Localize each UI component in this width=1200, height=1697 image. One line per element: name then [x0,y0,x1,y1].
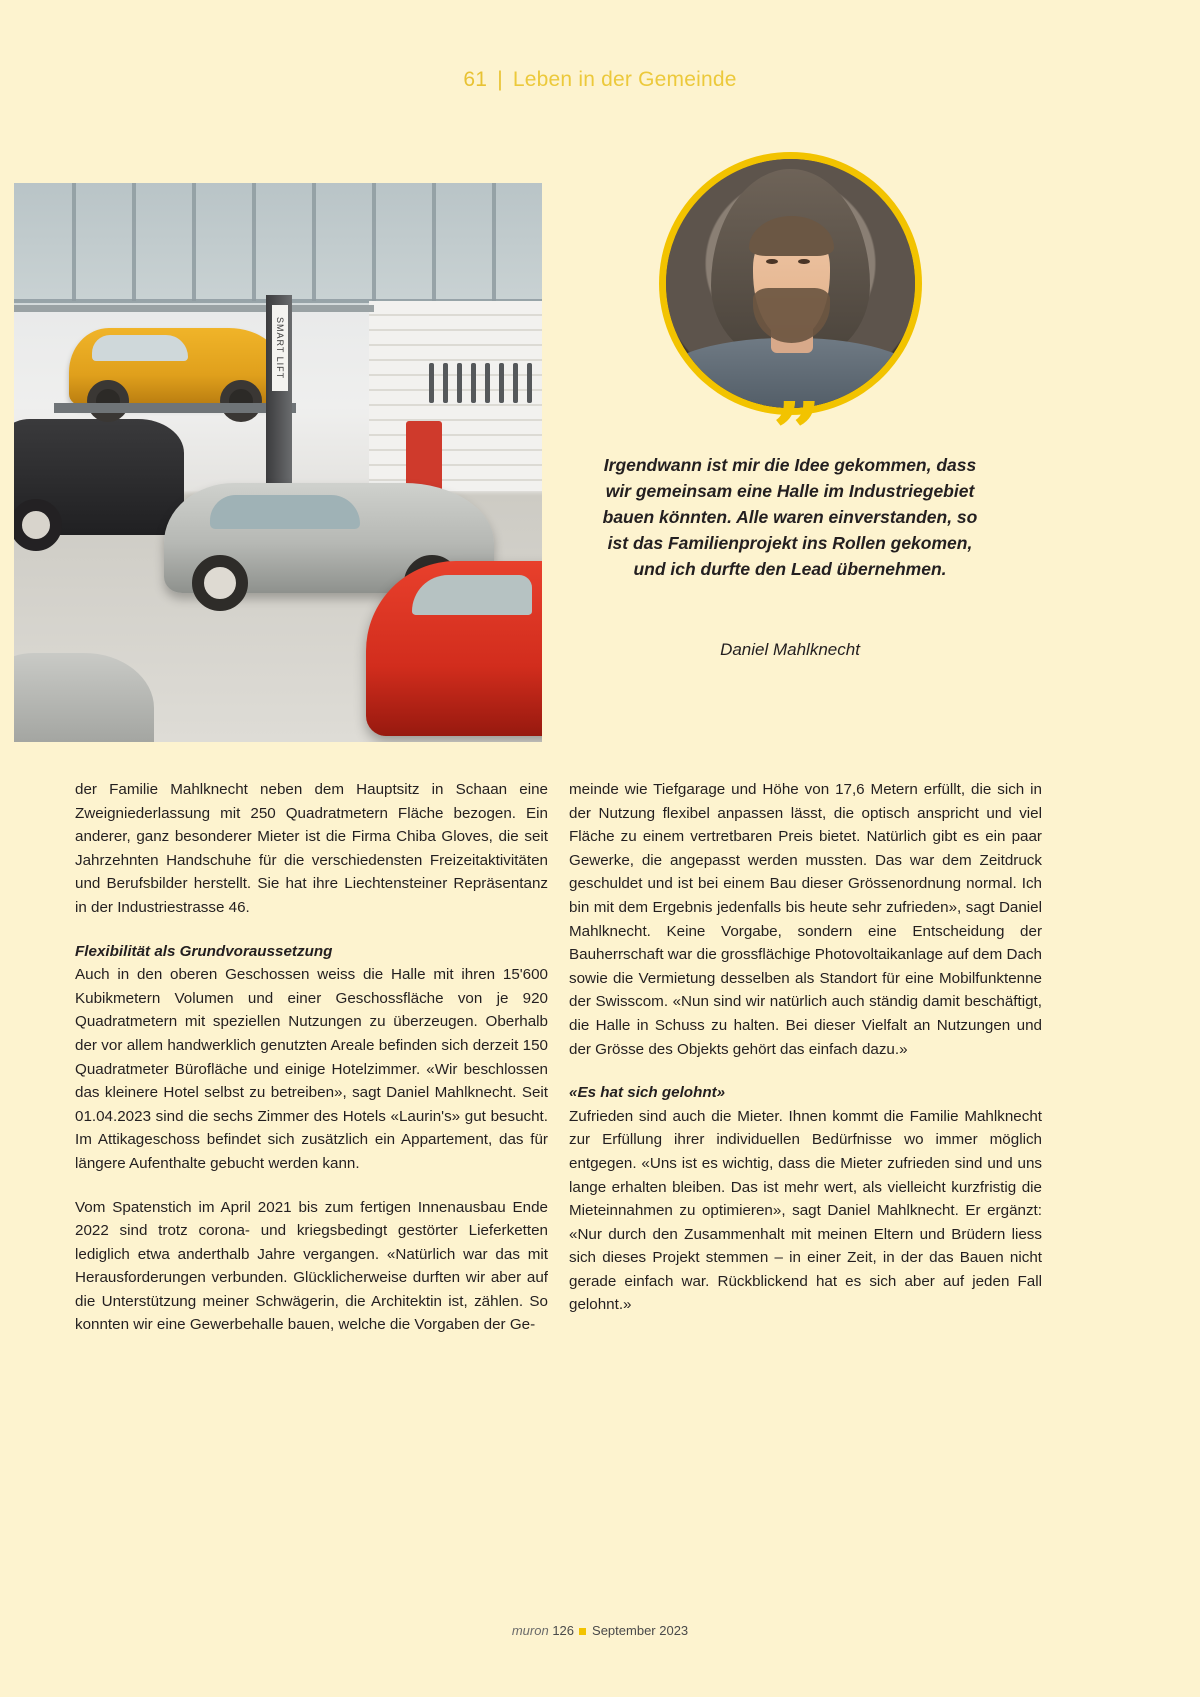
pull-quote-author: Daniel Mahlknecht [720,640,860,659]
subheading: «Es hat sich gelohnt» [569,1084,726,1102]
page-header [0,68,1200,92]
section-title: Leben in der Gemeinde [512,68,737,91]
page-footer [0,1623,1200,1638]
grey-car-front [14,653,154,742]
window-mullion [252,183,256,301]
window-mullion [492,183,496,301]
ceiling-beam [14,305,374,312]
dark-car [14,419,184,535]
window-mullion [192,183,196,301]
yellow-car-window [92,335,188,361]
window-mullion [312,183,316,301]
body-column-left [75,778,548,1337]
issue-date: September 2023 [592,1623,689,1638]
portrait-eye-left [766,259,778,264]
paragraph: meinde wie Tiefgarage und Höhe von 17,6 Metern erfüllt, die sich in der Nutzung flexibel anpassen lässt, die optisch anspricht und viel Fläche zu einem vertretbaren Preis bietet. Natürlich gibt es ein paar Gewerke, die angepasst werden mussten. Das war dem Zeitdruck geschuldet und ist bei einem Bau dieser Grössenordnung normal. Ich bin mit dem Ergebnis jedenfalls bis heute sehr zufrieden», sagt Daniel Mahlknecht. Keine Vorgabe, sondern eine Entscheidung der Bauherrschaft war die grossflächige Photovoltaikanlage auf dem Dach sowie die Vermietung desselben als Standort für eine Mobilfunktenne der Swisscom. «Nun sind wir natürlich auch ständig damit beschäftigt, die Halle in Schuss zu halten. Bei dieser Vielfalt an Nutzungen und der Grösse des Objekts gehört das einfach dazu.» [569,781,1042,1058]
publication-name: muron [511,1623,549,1638]
paragraph: Auch in den oberen Geschossen weiss die Halle mit ihren 15'600 Kubikmetern Volumen und einer Geschossfläche von je 920 Quadratmetern mit speziellen Nutzungen zu überzeugen. Oberhalb der vor allem handwerklich genutzten Areale befinden sich derzeit 150 Quadratmeter Bürofläche und einige Hotelzimmer. «Wir beschlossen das kleinere Hotel selbst zu betreiben», sagt Daniel Mahlknecht. Seit 01.04.2023 sind die sechs Zimmer des Hotels «Laurin's» gut besucht. Im Attikageschoss befindet sich zusätzlich ein Appartement, das für längere Aufenthalte gebucht werden kann. [75,966,548,1172]
paragraph: der Familie Mahlknecht neben dem Hauptsitz in Schaan eine Zweigniederlassung mit 250 Quadratmetern Fläche bezogen. Ein anderer, ganz besonderer Mieter ist die Firma Chiba Gloves, die seit Jahrzehnten Handschuhe für die verschiedensten Freizeitaktivitäten und Berufsbilder herstellt. Sie hat ihre Liechtensteiner Repräsentanz in der Industriestrasse 46. [75,781,548,916]
vehicle-lift-arm [54,403,296,413]
paragraph: Vom Spatenstich im April 2021 bis zum fertigen Innenausbau Ende 2022 sind trotz corona- und kriegsbedingt gestörter Lieferketten lediglich etwa anderthalb Jahre vergangen. «Natürlich war das mit Herausforderungen verbunden. Glücklicherweise durften wir aber auf die Unterstützung meiner Schwägerin, die Architektin ist, zählen. So konnten wir eine Gewerbehalle bauen, welche die Vorgaben der Ge- [75,1198,548,1334]
page-number: 61 [463,68,488,91]
body-column-right [569,778,1042,1317]
header-separator: | [497,68,503,91]
issue-number: 126 [552,1623,575,1638]
photo-scene [14,183,542,742]
portrait-image [666,159,915,408]
tool-rack [429,363,539,409]
pull-quote-text: Irgendwann ist mir die Idee gekommen, dass wir gemeinsam eine Halle im Industriegebiet bauen könnten. Alle waren einverstanden, so ist das Familienprojekt ins Rollen gekomen, und ich durfte den Lead übernehmen. [602,455,978,579]
quote-mark-icon: ” [772,384,822,485]
silver-car-window [210,495,360,529]
window-mullion [372,183,376,301]
workshop-photo [14,183,542,742]
portrait-photo [659,152,922,415]
smart-lift-label: SMART LIFT [272,305,288,391]
red-car-window [412,575,532,615]
window-mullion [132,183,136,301]
window-mullion [72,183,76,301]
footer-square-icon [579,1628,586,1635]
subheading: Flexibilität als Grundvoraussetzung [75,942,333,960]
paragraph: Zufrieden sind auch die Mieter. Ihnen kommt die Familie Mahlknecht zur Erfüllung ihrer individuellen Bedürfnisse wo immer möglich entgegen. «Uns ist es wichtig, dass die Mieter zufrieden sind und uns lange erhalten bleiben. Das ist mehr wert, als vielleicht kurzfristig die Mieteinnahmen zu optimieren», sagt Daniel Mahlknecht. Er ergänzt: «Nur durch den Zusammenhalt mit meinen Eltern und Brüdern liess sich dieses Projekt stemmen – in einer Zeit, in der das Bauen nicht gerade einfach war. Rückblickend hat es sich aber auf jeden Fall gelohnt.» [569,1107,1042,1314]
window-mullion [432,183,436,301]
